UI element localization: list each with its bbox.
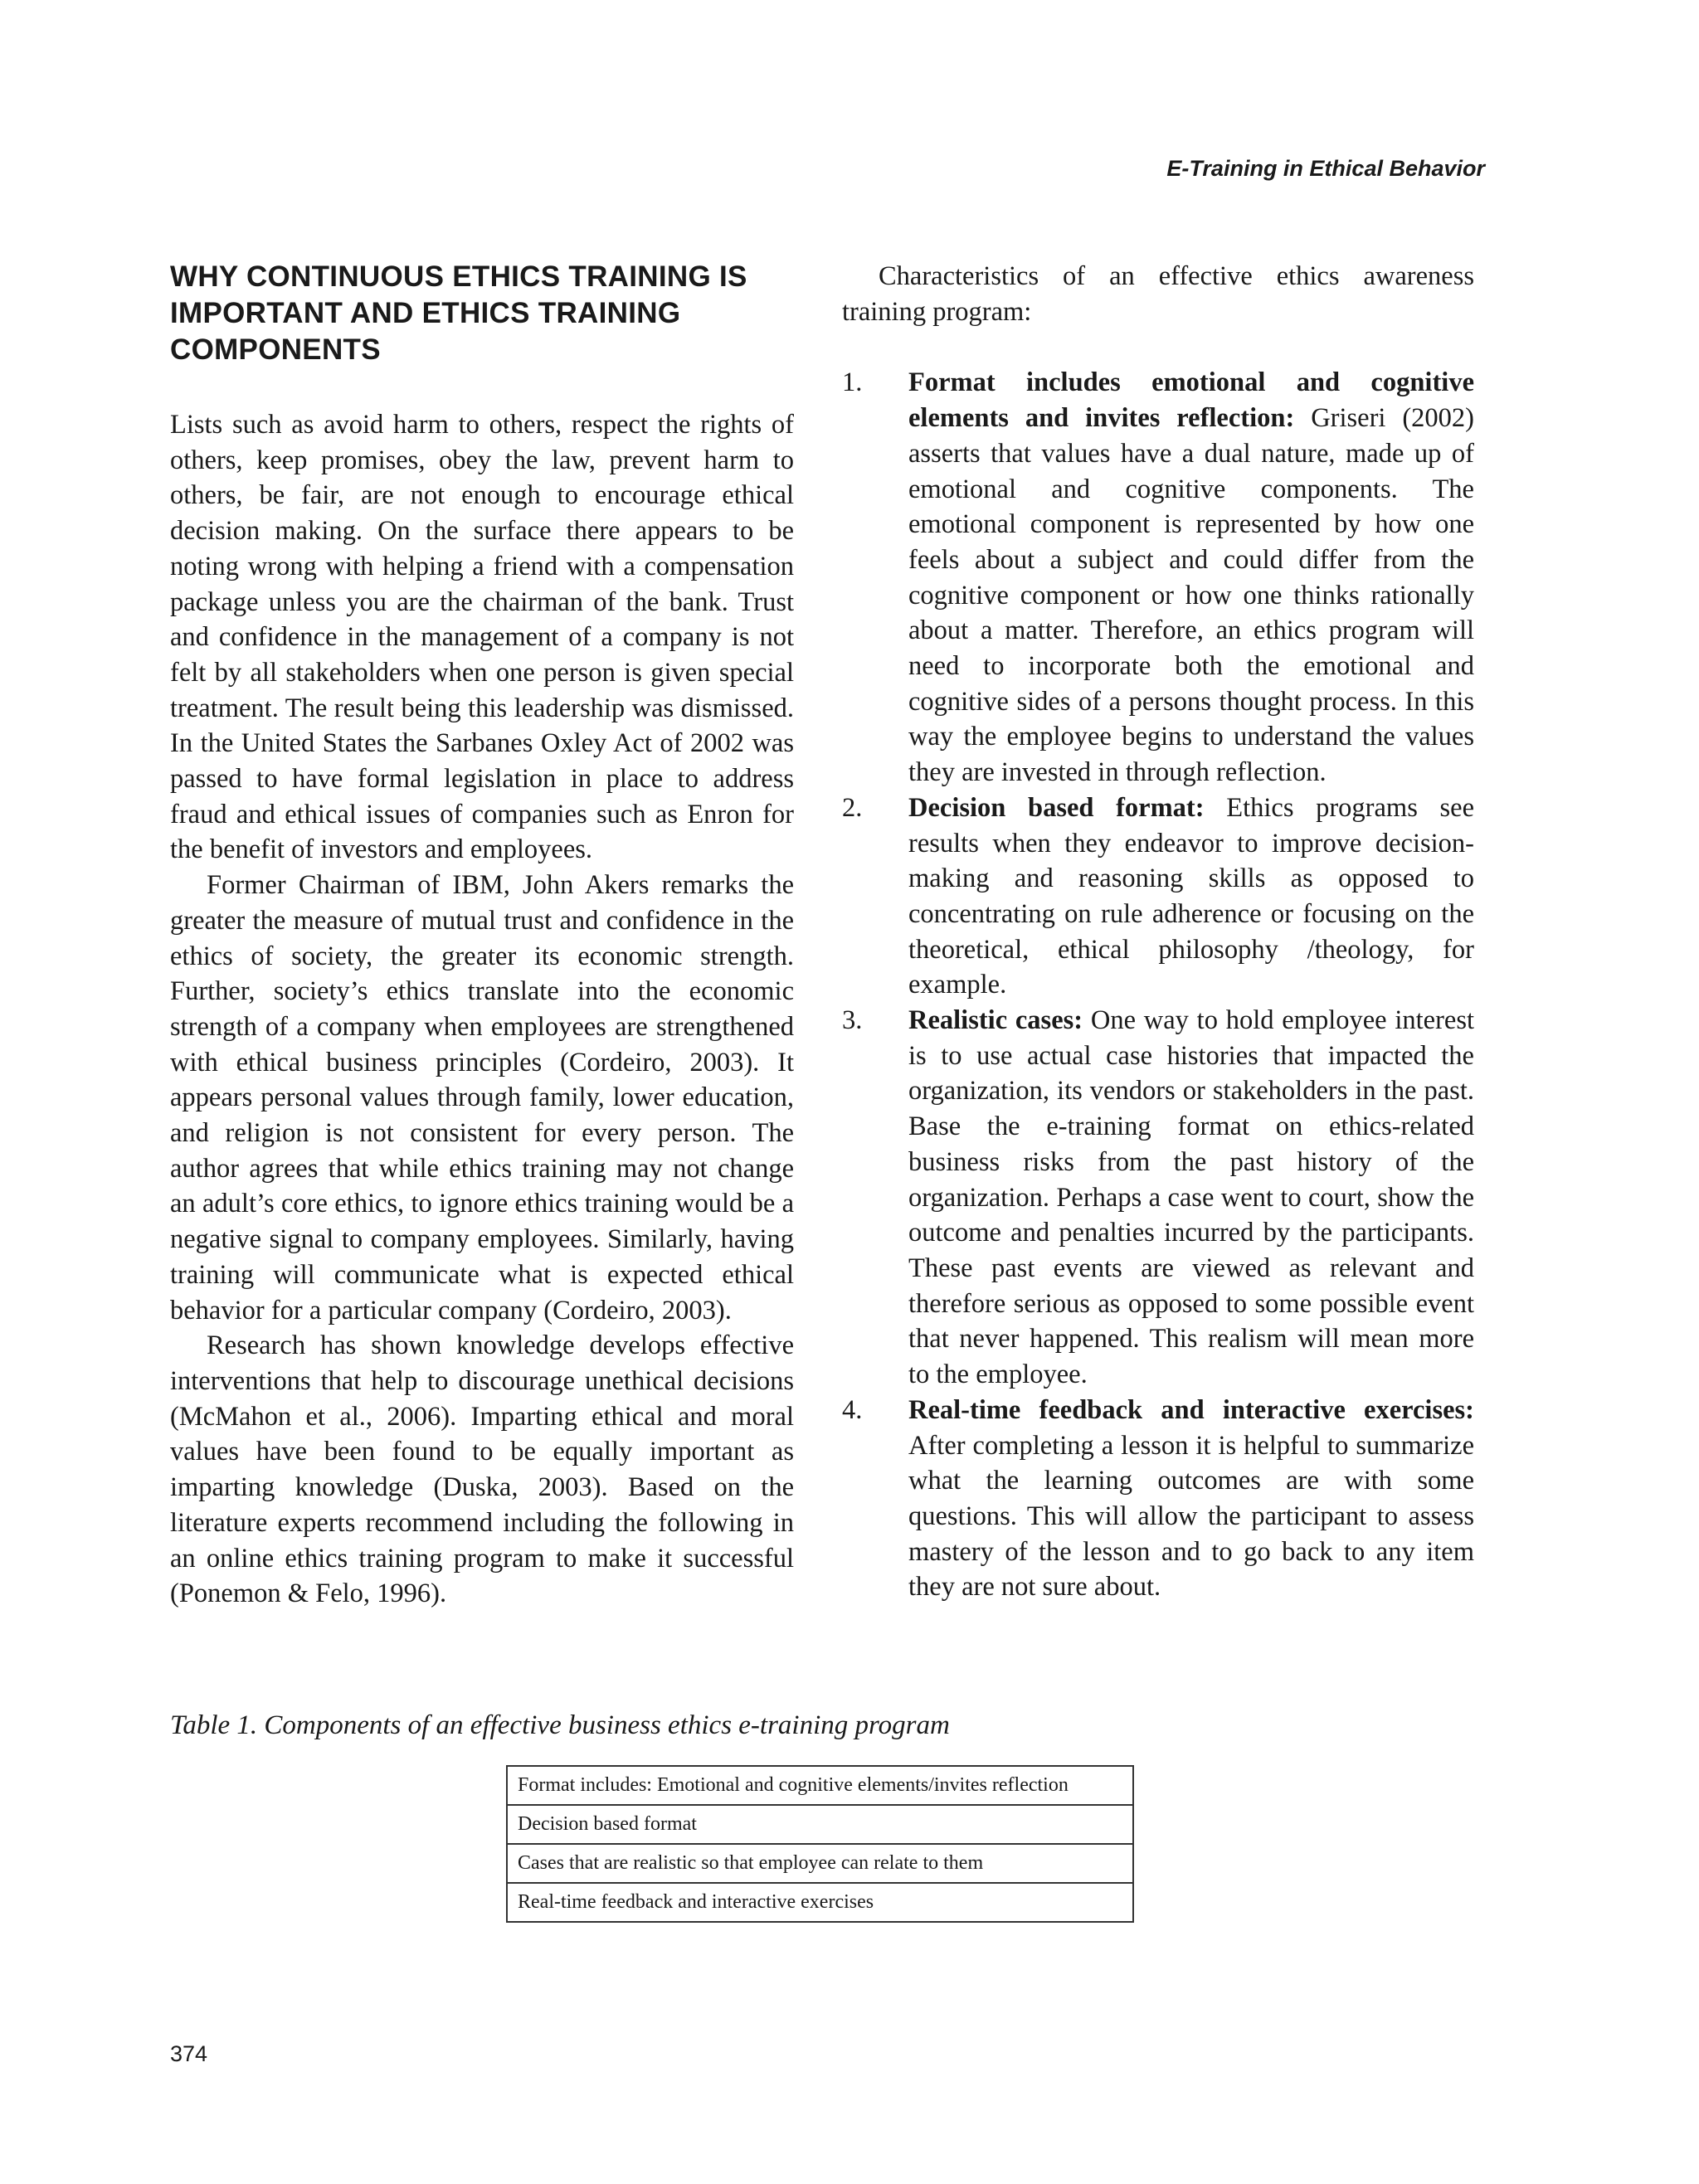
section-heading: WHY CONTINUOUS ETHICS TRAINING IS IMPORTANT AND ETHICS TRAINING COMPONENTS xyxy=(170,260,747,366)
table-cell: Real-time feedback and interactive exercises xyxy=(507,1883,1133,1922)
right-column xyxy=(842,259,1474,1605)
item-title: Real-time feedback and interactive exercises: xyxy=(908,1394,1474,1425)
item-title: Format includes emotional and cognitive elements and invites reflection: xyxy=(908,367,1474,434)
list-item xyxy=(842,790,1474,1003)
table-row xyxy=(507,1844,1133,1883)
components-table xyxy=(506,1765,1134,1923)
item-text: Griseri (2002) asserts that values have a dual nature, made up of emotional and cognitive components. The emotional component is represented by how one feels about a subject and could differ from the cognitive component or how one thinks rationally about a matter. Therefore, an ethics program will need to incorporate both the emotional and cognitive sides of a persons thought process. In this way the employee begins to understand the values they are invested in through reflection. xyxy=(908,403,1474,788)
running-title: E-Training in Ethical Behavior xyxy=(1166,156,1485,181)
item-number: 1. xyxy=(842,367,863,398)
item-text: One way to hold employee interest is to use actual case histories that impacted the organization, its vendors or stakeholders in the past. Base the e-training format on ethics-related business risks from the past history of the organization. Perhaps a case went to court, show the outcome and penalties incurred by the participants. These past events are viewed as relevant and therefore serious as opposed to some possible event that never happened. This realism will mean more to the employee. xyxy=(908,1005,1475,1390)
left-column xyxy=(170,259,794,1612)
paragraph-2: Former Chairman of IBM, John Akers remarks the greater the measure of mutual trust and confidence in the ethics of society, the greater its economic strength. Further, society’s ethics translate into the economic strength of a company when employees are strengthened with ethical business principles (Cordeiro, 2003). It appears personal values through family, lower education, and religion is not consistent for every person. The author agrees that while ethics training may not change an adult’s core ethics, to ignore ethics training would be a negative signal to company employees. Similarly, having training will communicate what is expected ethical behavior for a particular company (Cordeiro, 2003). xyxy=(170,870,794,1325)
table-cell: Cases that are realistic so that employee can relate to them xyxy=(507,1844,1133,1883)
table-caption: Table 1. Components of an effective business ethics e-training program xyxy=(170,1710,950,1740)
item-number: 4. xyxy=(842,1394,863,1425)
item-number: 2. xyxy=(842,792,863,823)
item-text: Ethics programs see results when they endeavor to improve decision-making and reasoning skills as opposed to concentrating on rule adherence or focusing on the theoretical, ethical philosophy /theology, for example. xyxy=(908,792,1475,1000)
item-title: Decision based format: xyxy=(908,792,1227,823)
list-item xyxy=(842,1003,1474,1393)
table-row xyxy=(507,1883,1133,1922)
page-number: 374 xyxy=(170,2041,208,2066)
list-item xyxy=(842,365,1474,790)
paragraph-1: Lists such as avoid harm to others, respect the rights of others, keep promises, obey the law, prevent harm to others, be fair, are not enough to encourage ethical decision making. On the surface there appears to be noting wrong with helping a friend with a compensation package unless you are the chairman of the bank. Trust and confidence in the management of a company is not felt by all stakeholders when one person is given special treatment. The result being this leadership was dismissed. In the United States the Sarbanes Oxley Act of 2002 was passed to have formal legislation in place to address fraud and ethical issues of companies such as Enron for the benefit of investors and employees. xyxy=(170,410,794,865)
characteristics-list xyxy=(842,365,1474,1605)
table-row xyxy=(507,1766,1133,1805)
item-title: Realistic cases: xyxy=(908,1005,1091,1036)
item-text: After completing a lesson it is helpful to summarize what the learning outcomes are with some questions. This will allow the participant to assess mastery of the lesson and to go back to any item they are not sure about. xyxy=(908,1430,1474,1603)
item-number: 3. xyxy=(842,1005,863,1036)
table-cell: Format includes: Emotional and cognitive elements/invites reflection xyxy=(507,1766,1133,1805)
table-cell: Decision based format xyxy=(507,1805,1133,1844)
table-row xyxy=(507,1805,1133,1844)
list-item xyxy=(842,1393,1474,1605)
characteristics-intro: Characteristics of an effective ethics awareness training program: xyxy=(842,261,1474,327)
paragraph-3: Research has shown knowledge develops effective interventions that help to discourage unethical decisions (McMahon et al., 2006). Imparting ethical and moral values have been found to be equally important as imparting knowledge (Duska, 2003). Based on the literature experts recommend including the following in an online ethics training program to make it successful (Ponemon & Felo, 1996). xyxy=(170,1330,794,1609)
